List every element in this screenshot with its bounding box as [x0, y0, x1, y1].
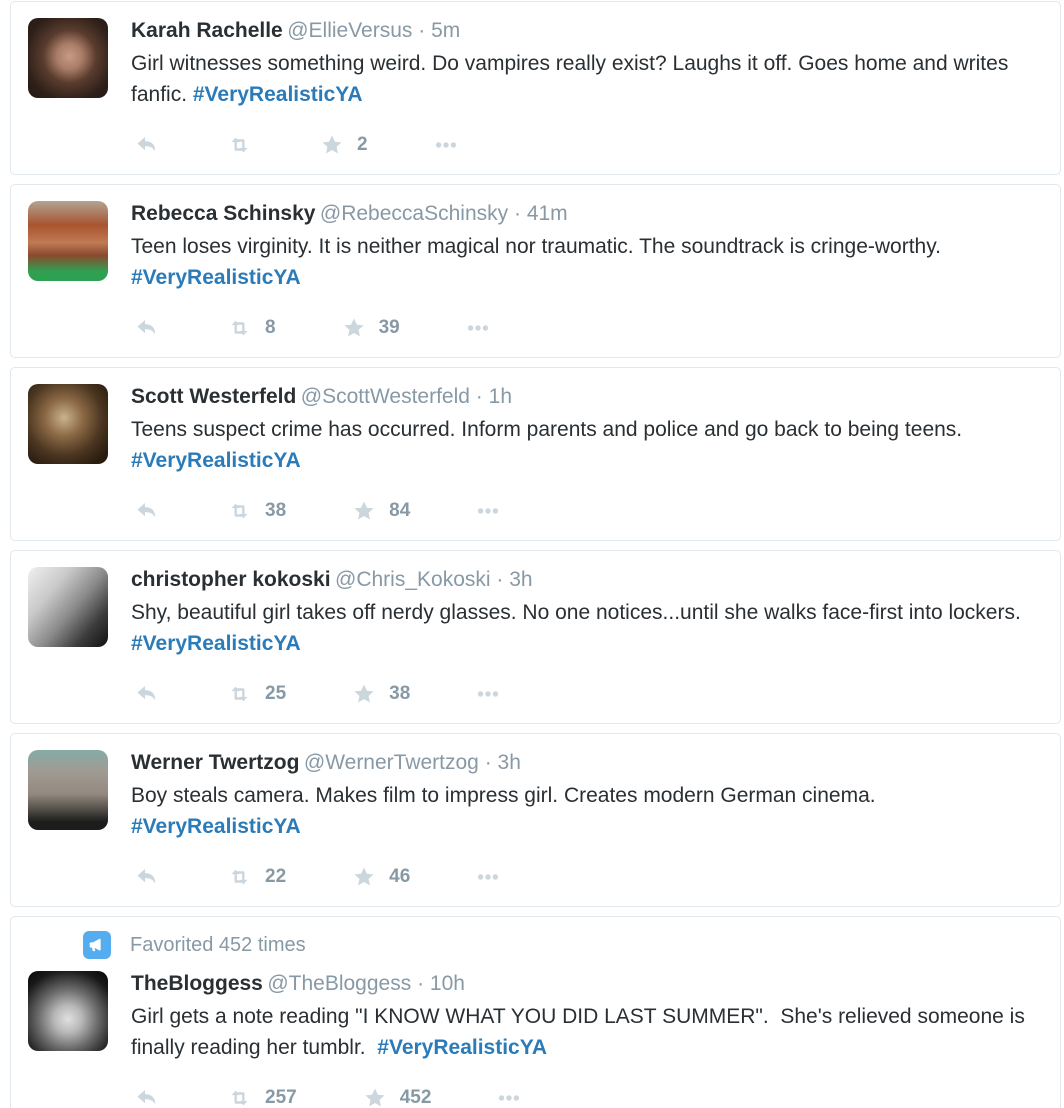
star-icon: [350, 681, 378, 707]
megaphone-badge: [83, 931, 111, 959]
ellipsis-icon: [474, 865, 502, 889]
dot-separator: ·: [496, 568, 504, 591]
hashtag-link[interactable]: #VeryRealisticYA: [131, 266, 301, 289]
reply-arrow-icon: [133, 1086, 160, 1108]
star-icon: [350, 864, 378, 890]
favorite-count: 84: [389, 500, 411, 521]
more-button[interactable]: [474, 682, 502, 706]
tweet-actions: [131, 132, 1040, 158]
more-button[interactable]: [464, 316, 492, 340]
star-icon: [361, 1085, 389, 1108]
tweet-text: Shy, beautiful girl takes off nerdy glasses. No one notices...until she walks face-first into lockers. #VeryRealisticYA: [131, 601, 1027, 655]
ellipsis-icon: [495, 1086, 523, 1108]
avatar[interactable]: [28, 201, 108, 281]
user-handle[interactable]: @Chris_Kokoski: [335, 568, 491, 591]
user-handle[interactable]: @TheBloggess: [267, 972, 412, 995]
favorite-count: 452: [399, 1087, 432, 1108]
avatar[interactable]: [28, 18, 108, 98]
display-name[interactable]: Rebecca Schinsky: [131, 202, 316, 225]
tweet-actions: [131, 1085, 1040, 1108]
reply-arrow-icon: [133, 682, 160, 706]
favorite-button[interactable]: [340, 315, 400, 341]
tweet-text: Girl gets a note reading "I KNOW WHAT YOU DID LAST SUMMER". She's relieved someone is finally reading her tumblr. #VeryRealisticYA: [131, 1005, 1031, 1059]
retweet-arrows-icon: [225, 1086, 254, 1108]
favorite-count: 39: [378, 317, 400, 338]
display-name[interactable]: Werner Twertzog: [131, 751, 300, 774]
tweet-text: Girl witnesses something weird. Do vampires really exist? Laughs it off. Goes home and writes fanfic. #VeryRealisticYA: [131, 52, 1015, 106]
star-icon: [350, 498, 378, 524]
reply-button[interactable]: [133, 316, 161, 340]
ellipsis-icon: [474, 682, 502, 706]
tweet-actions: [131, 864, 1040, 890]
reply-arrow-icon: [133, 865, 160, 889]
favorited-banner-text: Favorited 452 times: [130, 933, 306, 956]
favorite-button[interactable]: [350, 864, 410, 890]
retweet-arrows-icon: [225, 133, 254, 157]
retweet-button[interactable]: [225, 316, 276, 340]
favorite-button[interactable]: [350, 681, 410, 707]
retweet-arrows-icon: [225, 316, 254, 340]
tweet-card[interactable]: [10, 184, 1061, 358]
tweet-text: Boy steals camera. Makes film to impress girl. Creates modern German cinema. #VeryRealisticYA: [131, 784, 882, 838]
timestamp[interactable]: 3h: [497, 751, 521, 774]
retweet-count: 25: [265, 683, 287, 704]
hashtag-link[interactable]: #VeryRealisticYA: [377, 1036, 547, 1059]
favorite-button[interactable]: [361, 1085, 432, 1108]
retweet-arrows-icon: [225, 865, 254, 889]
tweet-card[interactable]: [10, 1, 1061, 175]
retweet-button[interactable]: [225, 133, 254, 157]
favorite-count: 38: [389, 683, 411, 704]
tweet-card[interactable]: [10, 550, 1061, 724]
favorite-count: 46: [389, 866, 411, 887]
retweet-count: 38: [265, 500, 287, 521]
retweet-count: 8: [265, 317, 276, 338]
retweet-count: 22: [265, 866, 287, 887]
reply-arrow-icon: [133, 316, 160, 340]
favorited-banner: [83, 931, 1040, 959]
more-button[interactable]: [474, 865, 502, 889]
dot-separator: ·: [417, 972, 425, 995]
more-button[interactable]: [432, 133, 460, 157]
user-handle[interactable]: @ScottWesterfeld: [300, 385, 470, 408]
reply-button[interactable]: [133, 865, 161, 889]
hashtag-link[interactable]: #VeryRealisticYA: [131, 815, 301, 838]
star-icon: [340, 315, 368, 341]
star-icon: [318, 132, 346, 158]
timestamp[interactable]: 1h: [488, 385, 512, 408]
tweet-card[interactable]: [10, 367, 1061, 541]
retweet-button[interactable]: [225, 865, 286, 889]
timestamp[interactable]: 41m: [526, 202, 568, 225]
ellipsis-icon: [474, 499, 502, 523]
display-name[interactable]: TheBloggess: [131, 972, 263, 995]
timestamp[interactable]: 3h: [509, 568, 533, 591]
hashtag-link[interactable]: #VeryRealisticYA: [131, 632, 301, 655]
display-name[interactable]: christopher kokoski: [131, 568, 331, 591]
avatar[interactable]: [28, 567, 108, 647]
display-name[interactable]: Scott Westerfeld: [131, 385, 297, 408]
timestamp[interactable]: 10h: [429, 972, 465, 995]
tweet-actions: [131, 681, 1040, 707]
user-handle[interactable]: @EllieVersus: [287, 19, 413, 42]
more-button[interactable]: [474, 499, 502, 523]
retweet-count: 257: [265, 1087, 297, 1108]
retweet-button[interactable]: [225, 499, 286, 523]
tweet-header: [131, 382, 1040, 413]
tweet-header: [131, 969, 1040, 1000]
avatar[interactable]: [28, 750, 108, 830]
tweet-header: [131, 565, 1040, 596]
retweet-button[interactable]: [225, 682, 286, 706]
tweet-card[interactable]: [10, 916, 1061, 1108]
favorite-button[interactable]: [350, 498, 410, 524]
reply-button[interactable]: [133, 499, 161, 523]
tweet-actions: [131, 498, 1040, 524]
dot-separator: ·: [484, 751, 492, 774]
reply-button[interactable]: [133, 133, 161, 157]
ellipsis-icon: [432, 133, 460, 157]
reply-button[interactable]: [133, 682, 161, 706]
display-name[interactable]: Karah Rachelle: [131, 19, 283, 42]
tweet-text: Teen loses virginity. It is neither magical nor traumatic. The soundtrack is cringe-worthy. #VeryRealisticYA: [131, 235, 947, 289]
favorite-count: 2: [357, 134, 368, 155]
dot-separator: ·: [475, 385, 483, 408]
ellipsis-icon: [464, 316, 492, 340]
megaphone-icon: [87, 935, 107, 955]
user-handle[interactable]: @WernerTwertzog: [303, 751, 479, 774]
tweet-actions: [131, 315, 1040, 341]
more-button[interactable]: [495, 1086, 523, 1108]
retweet-arrows-icon: [225, 499, 254, 523]
hashtag-link[interactable]: #VeryRealisticYA: [192, 83, 363, 106]
user-handle[interactable]: @RebeccaSchinsky: [319, 202, 509, 225]
retweet-arrows-icon: [225, 682, 254, 706]
hashtag-link[interactable]: #VeryRealisticYA: [131, 449, 301, 472]
tweet-header: [131, 199, 1040, 230]
timestamp[interactable]: 5m: [431, 19, 461, 42]
favorite-button[interactable]: [318, 132, 368, 158]
dot-separator: ·: [418, 19, 426, 42]
avatar[interactable]: [28, 971, 108, 1051]
tweet-card[interactable]: [10, 733, 1061, 907]
reply-arrow-icon: [133, 499, 160, 523]
avatar[interactable]: [28, 384, 108, 464]
reply-arrow-icon: [133, 133, 160, 157]
tweet-header: [131, 16, 1040, 47]
dot-separator: ·: [513, 202, 521, 225]
retweet-button[interactable]: [225, 1086, 297, 1108]
tweet-header: [131, 748, 1040, 779]
reply-button[interactable]: [133, 1086, 161, 1108]
tweet-text: Teens suspect crime has occurred. Inform parents and police and go back to being teens. #VeryRealisticYA: [131, 418, 968, 472]
